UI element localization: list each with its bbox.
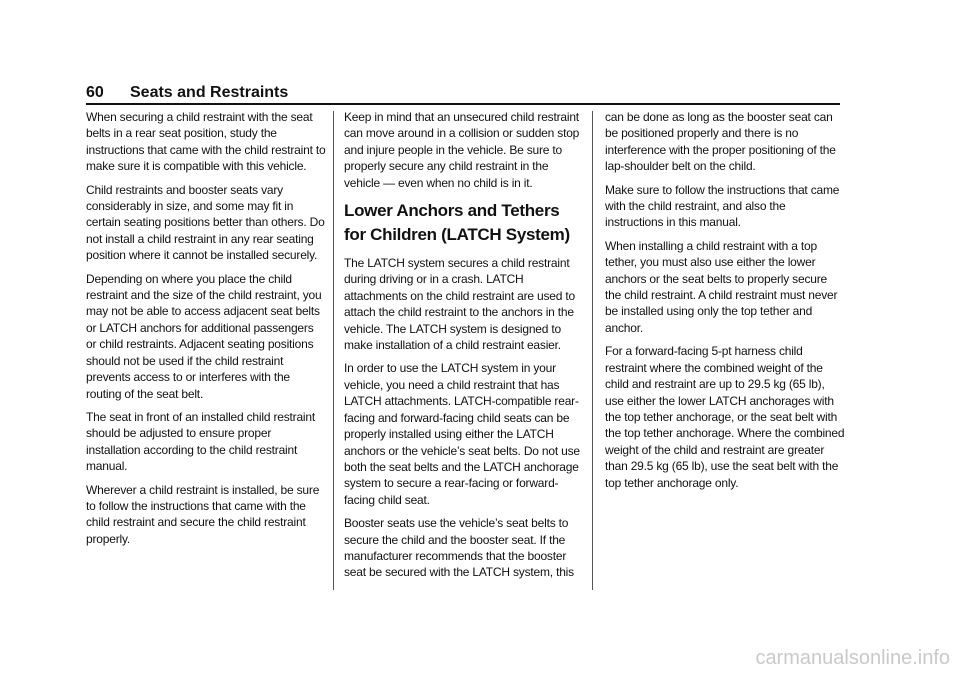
paragraph: Depending on where you place the child restraint and the size of the child restraint, you may not be able to access adjacent seat belts or LATCH anchors for additional passengers or child restraints. Adjacent seating positions should not be used if the child restraint prevents access to or interferes with the routing of the seat belt. [86, 271, 322, 401]
column-divider [592, 111, 593, 590]
paragraph: Child restraints and booster seats vary considerably in size, and some may fit in certain seating positions better than others. Do not install a child restraint in any rear seating position where it cannot be installed securely. [86, 182, 325, 263]
watermark: carmanualsonline.info [755, 647, 950, 669]
paragraph: Booster seats use the vehicle’s seat belts to secure the child and the booster seat. If the manufacturer recommends that the booster seat be secured with the LATCH system, this [344, 516, 574, 580]
paragraph: The LATCH system secures a child restraint during driving or in a crash. LATCH attachments on the child restraint are used to attach the child restraint to the anchors in the vehicle. The LATCH system is designed to make installation of a child restraint easier. [344, 256, 575, 353]
page-number: 60 [86, 84, 104, 101]
header-rule [86, 103, 840, 105]
paragraph: When installing a child restraint with a top tether, you must also use either the lower anchors or the seat belts to properly secure the child restraint. A child restraint must never be installed using only the top tether and anchor. [605, 238, 838, 335]
column-divider [333, 111, 334, 590]
paragraph: For a forward-facing 5-pt harness child restraint where the combined weight of the child and restraint are up to 29.5 kg (65 lb), use either the lower LATCH anchorages with the top tether anchorage, or the seat belt with the top tether anchorage. Where the combined weight of the child and restraint are greater than 29.5 kg (65 lb), use the seat belt with the top tether anchorage only. [605, 344, 845, 490]
column-1 [86, 109, 326, 554]
paragraph: can be done as long as the booster seat can be positioned properly and there is no interference with the proper positioning of the lap-shoulder belt on the child. [605, 110, 836, 174]
section-title: Seats and Restraints [130, 84, 289, 101]
section-heading: Lower Anchors and Tethers for Children (LATCH System) [344, 201, 570, 245]
paragraph: Wherever a child restraint is installed, be sure to follow the instructions that came with the child restraint and secure the child restraint properly. [86, 482, 320, 546]
paragraph: Keep in mind that an unsecured child restraint can move around in a collision or sudden stop and injure people in the vehicle. Be sure to properly secure any child restraint in the vehicle — even when no child is in it. [344, 110, 580, 190]
paragraph: When securing a child restraint with the seat belts in a rear seat position, study the instructions that came with the child restraint to make sure it is compatible with this vehicle. [86, 110, 326, 174]
paragraph: The seat in front of an installed child restraint should be adjusted to ensure proper installation according to the child restraint manual. [86, 409, 315, 474]
page-header [86, 84, 840, 102]
paragraph: In order to use the LATCH system in your vehicle, you need a child restraint that has LATCH attachments. LATCH-compatible rear-facing and forward-facing child seats can be properly installed using either the LATCH anchors or the vehicle’s seat belts. Do not use both the seat belts and the LATCH anchorage system to secure a rear-facing or forward-facing child seat. [344, 361, 580, 507]
paragraph: Make sure to follow the instructions that came with the child restraint, and also the instructions in this manual. [605, 182, 840, 230]
column-3 [605, 109, 845, 498]
column-2 [344, 109, 584, 588]
